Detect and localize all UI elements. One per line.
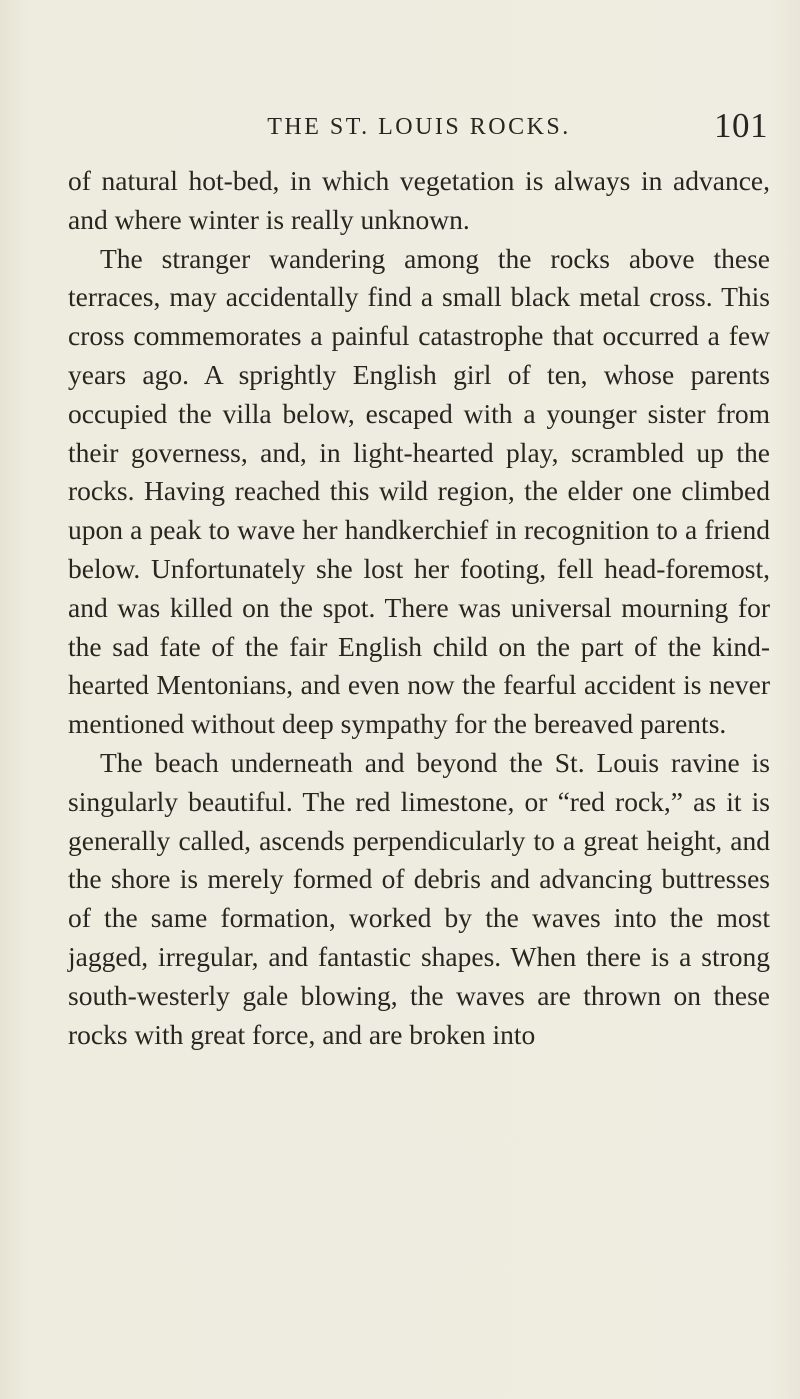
paragraph-beach: The beach underneath and beyond the St. Louis ravine is singularly beautiful. The red limestone, or “red rock,” as it is generally called, ascends perpendicularly to a great height, and the shore is merely formed of debris and advancing buttresses of the same formation, worked by the waves into the most jagged, irregular, and fantastic shapes. When there is a strong south-westerly gale blowing, the waves are thrown on these rocks with great force, and are broken into	[68, 746, 770, 1050]
running-head: THE ST. LOUIS ROCKS.	[267, 114, 571, 140]
page-number: 101	[714, 106, 768, 145]
body-text	[68, 162, 770, 1054]
paragraph-cross: The stranger wandering among the rocks above these terraces, may accidentally find a small black metal cross. This cross commemorates a painful catastrophe that occurred a few years ago. A sprightly English girl of ten, whose parents occupied the villa below, escaped with a younger sister from their governess, and, in light-hearted play, scrambled up the rocks. Having reached this wild region, the elder one climbed upon a peak to wave her handkerchief in recognition to a friend below. Unfortunately she lost her footing, fell head-foremost, and was killed on the spot. There was universal mourning for the sad fate of the fair English child on the part of the kind-hearted Mentonians, and even now the fearful accident is never mentioned without deep sympathy for the bereaved parents.	[68, 242, 770, 740]
page-header	[68, 106, 770, 156]
paragraph-continuation: of natural hot-bed, in which vegetation is always in advance, and where winter is really unknown.	[68, 165, 770, 235]
